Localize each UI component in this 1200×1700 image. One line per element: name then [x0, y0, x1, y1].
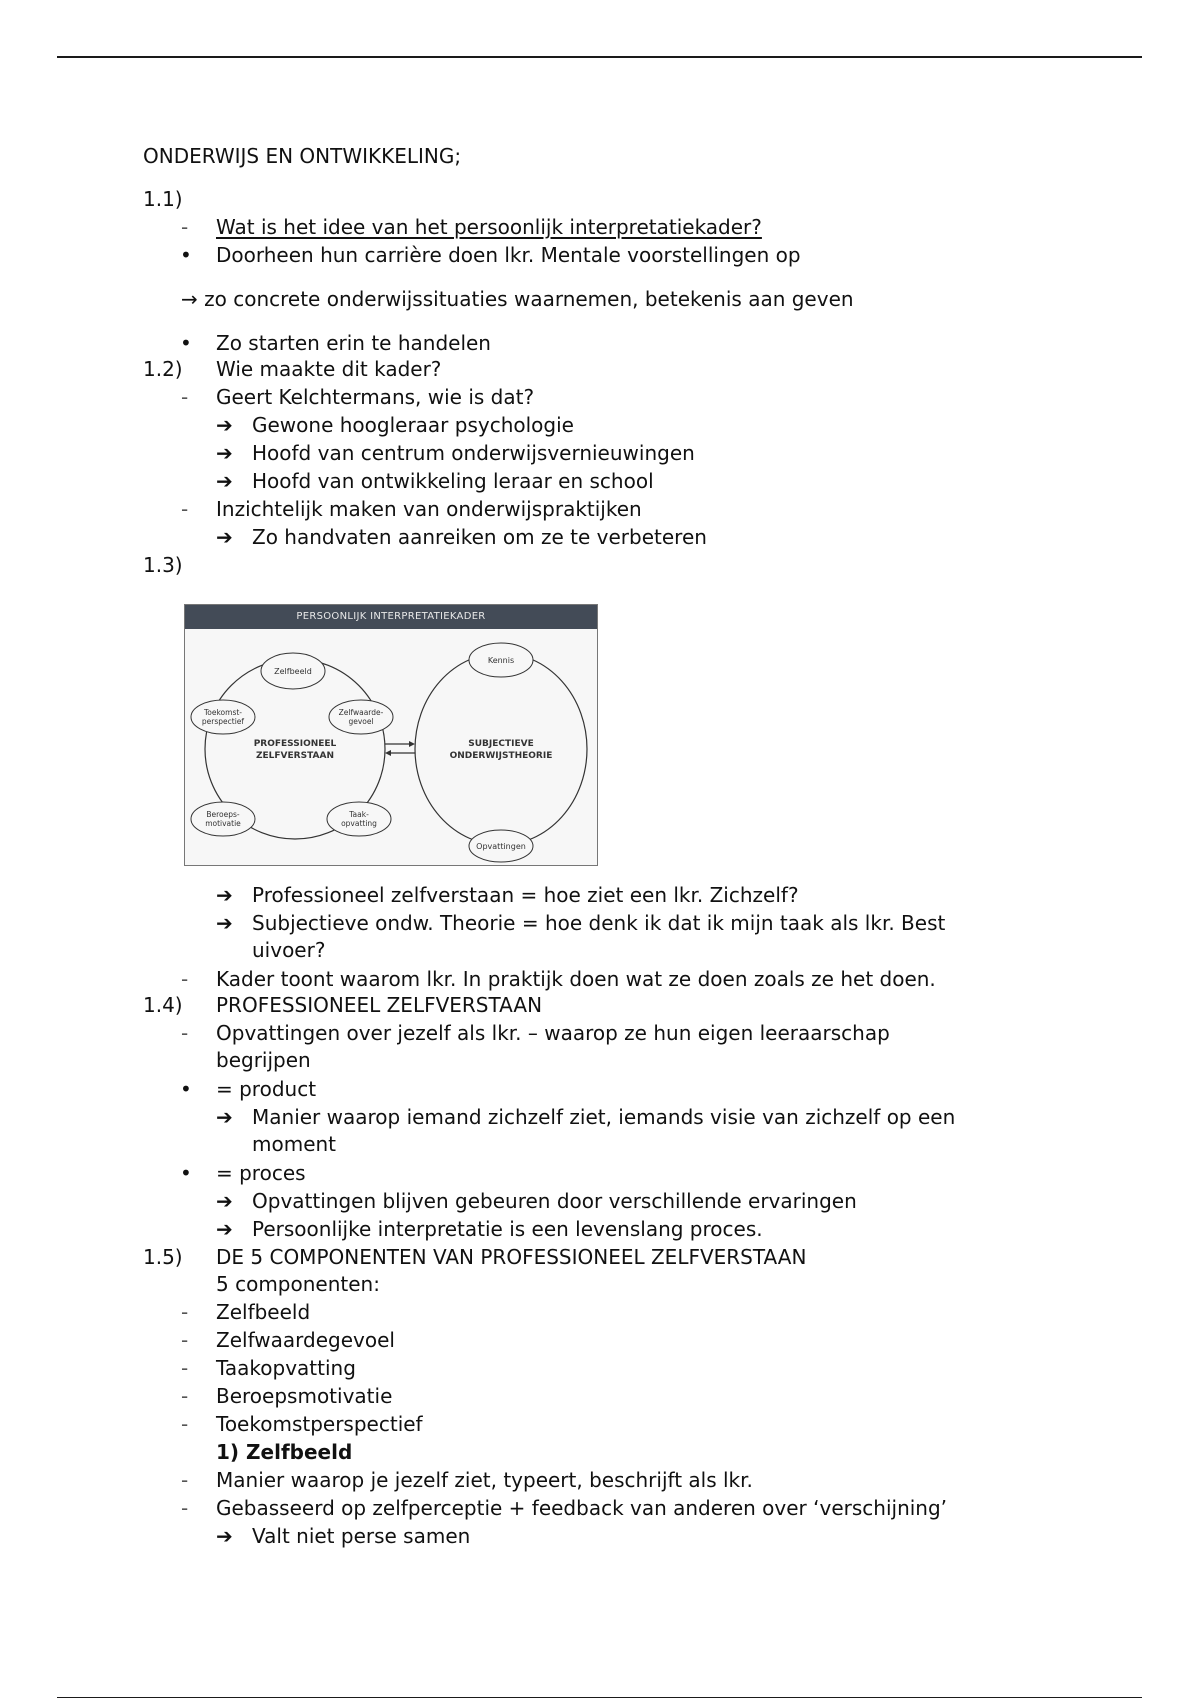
node-label: Toekomst-: [203, 708, 243, 717]
arrow-icon: ➔: [216, 1105, 233, 1129]
subheading: 1) Zelfbeeld: [216, 1440, 353, 1464]
component-item: Zelfbeeld: [216, 1300, 311, 1324]
arrow-icon: ➔: [216, 441, 233, 465]
arrow-icon: ➔: [216, 883, 233, 907]
center-label: ZELFVERSTAAN: [256, 751, 334, 761]
section-heading: PROFESSIONEEL ZELFVERSTAAN: [216, 993, 543, 1017]
arrow-icon: ➔: [216, 525, 233, 549]
component-item: Beroepsmotivatie: [216, 1384, 393, 1408]
header-rule: [57, 56, 1142, 58]
node-label: Opvattingen: [476, 842, 526, 851]
dash-marker: -: [181, 1356, 189, 1380]
bullet-marker: •: [180, 331, 192, 355]
arrow-icon: ➔: [216, 413, 233, 437]
dash-text: Inzichtelijk maken van onderwijspraktijken: [216, 497, 642, 521]
bullet-text: = proces: [216, 1161, 306, 1185]
center-label: PROFESSIONEEL: [253, 739, 337, 749]
node-label: Zelfwaarde-: [338, 708, 384, 717]
dash-text: Gebasseerd op zelfperceptie + feedback van anderen over ‘verschijning’: [216, 1496, 948, 1520]
bullet-marker: •: [180, 1077, 192, 1101]
arrow-text: Valt niet perse samen: [252, 1524, 471, 1548]
question-text: Wat is het idee van het persoonlijk interpretatiekader?: [216, 215, 762, 239]
node-label: Beroeps-: [206, 810, 240, 819]
dash-text: Kader toont waarom lkr. In praktijk doen wat ze doen zoals ze het doen.: [216, 967, 936, 991]
section-question: Wie maakte dit kader?: [216, 357, 442, 381]
arrow-text: Gewone hoogleraar psychologie: [252, 413, 574, 437]
diagram-header: PERSOONLIJK INTERPRETATIEKADER: [185, 605, 597, 629]
diagram-canvas: [185, 629, 597, 865]
arrow-icon: ➔: [216, 911, 233, 935]
arrow-icon: ➔: [216, 1189, 233, 1213]
node-label: motivatie: [205, 819, 241, 828]
dash-marker: -: [181, 1468, 189, 1492]
arrow-text: Professioneel zelfverstaan = hoe ziet een lkr. Zichzelf?: [252, 883, 799, 907]
arrow-note: → zo concrete onderwijssituaties waarnemen, betekenis aan geven: [181, 287, 854, 311]
dash-marker: -: [181, 1412, 189, 1436]
dash-marker: -: [181, 1021, 189, 1045]
dash-marker: -: [181, 1496, 189, 1520]
component-item: Taakopvatting: [216, 1356, 356, 1380]
bullet-marker: •: [180, 1161, 192, 1185]
dash-text: Geert Kelchtermans, wie is dat?: [216, 385, 535, 409]
dash-text-continued: begrijpen: [216, 1048, 311, 1072]
arrow-icon: ➔: [216, 1524, 233, 1548]
interpretation-framework-diagram: [184, 604, 598, 866]
arrow-text: Hoofd van ontwikkeling leraar en school: [252, 469, 654, 493]
bullet-marker: •: [180, 243, 192, 267]
arrow-text: Persoonlijke interpretatie is een levenslang proces.: [252, 1217, 763, 1241]
dash-marker: -: [181, 497, 189, 521]
arrow-text: Zo handvaten aanreiken om ze te verbeteren: [252, 525, 707, 549]
node-label: gevoel: [348, 717, 374, 726]
dash-marker: -: [181, 967, 189, 991]
node-label: perspectief: [201, 717, 245, 726]
arrow-icon: ➔: [216, 1217, 233, 1241]
center-label: SUBJECTIEVE: [468, 739, 534, 749]
center-label: ONDERWIJSTHEORIE: [449, 751, 553, 761]
section-number: 1.1): [143, 187, 183, 211]
section-number: 1.4): [143, 993, 183, 1017]
section-number: 1.5): [143, 1245, 183, 1269]
component-item: Toekomstperspectief: [216, 1412, 423, 1436]
dash-marker: -: [181, 385, 189, 409]
dash-marker: -: [181, 1384, 189, 1408]
arrow-text-continued: uivoer?: [252, 938, 326, 962]
node-label: Zelfbeeld: [274, 667, 312, 676]
bullet-text: Zo starten erin te handelen: [216, 331, 491, 355]
dash-text: Manier waarop je jezelf ziet, typeert, beschrijft als lkr.: [216, 1468, 753, 1492]
dash-marker: -: [181, 215, 189, 239]
node-label: Taak-: [349, 810, 369, 819]
intro-text: 5 componenten:: [216, 1272, 380, 1296]
arrow-icon: ➔: [216, 469, 233, 493]
section-number: 1.3): [143, 553, 183, 577]
footer-rule: [57, 1697, 1142, 1698]
arrow-text: Hoofd van centrum onderwijsvernieuwingen: [252, 441, 695, 465]
document-title: ONDERWIJS EN ONTWIKKELING;: [143, 144, 462, 168]
bullet-text: = product: [216, 1077, 317, 1101]
node-label: Kennis: [487, 656, 515, 665]
arrow-text-continued: moment: [252, 1132, 337, 1156]
component-item: Zelfwaardegevoel: [216, 1328, 395, 1352]
node-label: opvatting: [341, 819, 377, 828]
arrow-text: Subjectieve ondw. Theorie = hoe denk ik dat ik mijn taak als lkr. Best: [252, 911, 946, 935]
dash-text: Opvattingen over jezelf als lkr. – waarop ze hun eigen leeraarschap: [216, 1021, 890, 1045]
dash-marker: -: [181, 1328, 189, 1352]
section-heading: DE 5 COMPONENTEN VAN PROFESSIONEEL ZELFVERSTAAN: [216, 1245, 807, 1269]
arrow-text: Manier waarop iemand zichzelf ziet, iemands visie van zichzelf op een: [252, 1105, 956, 1129]
bullet-text: Doorheen hun carrière doen lkr. Mentale voorstellingen op: [216, 243, 801, 267]
arrow-text: Opvattingen blijven gebeuren door verschillende ervaringen: [252, 1189, 857, 1213]
dash-marker: -: [181, 1300, 189, 1324]
section-number: 1.2): [143, 357, 183, 381]
